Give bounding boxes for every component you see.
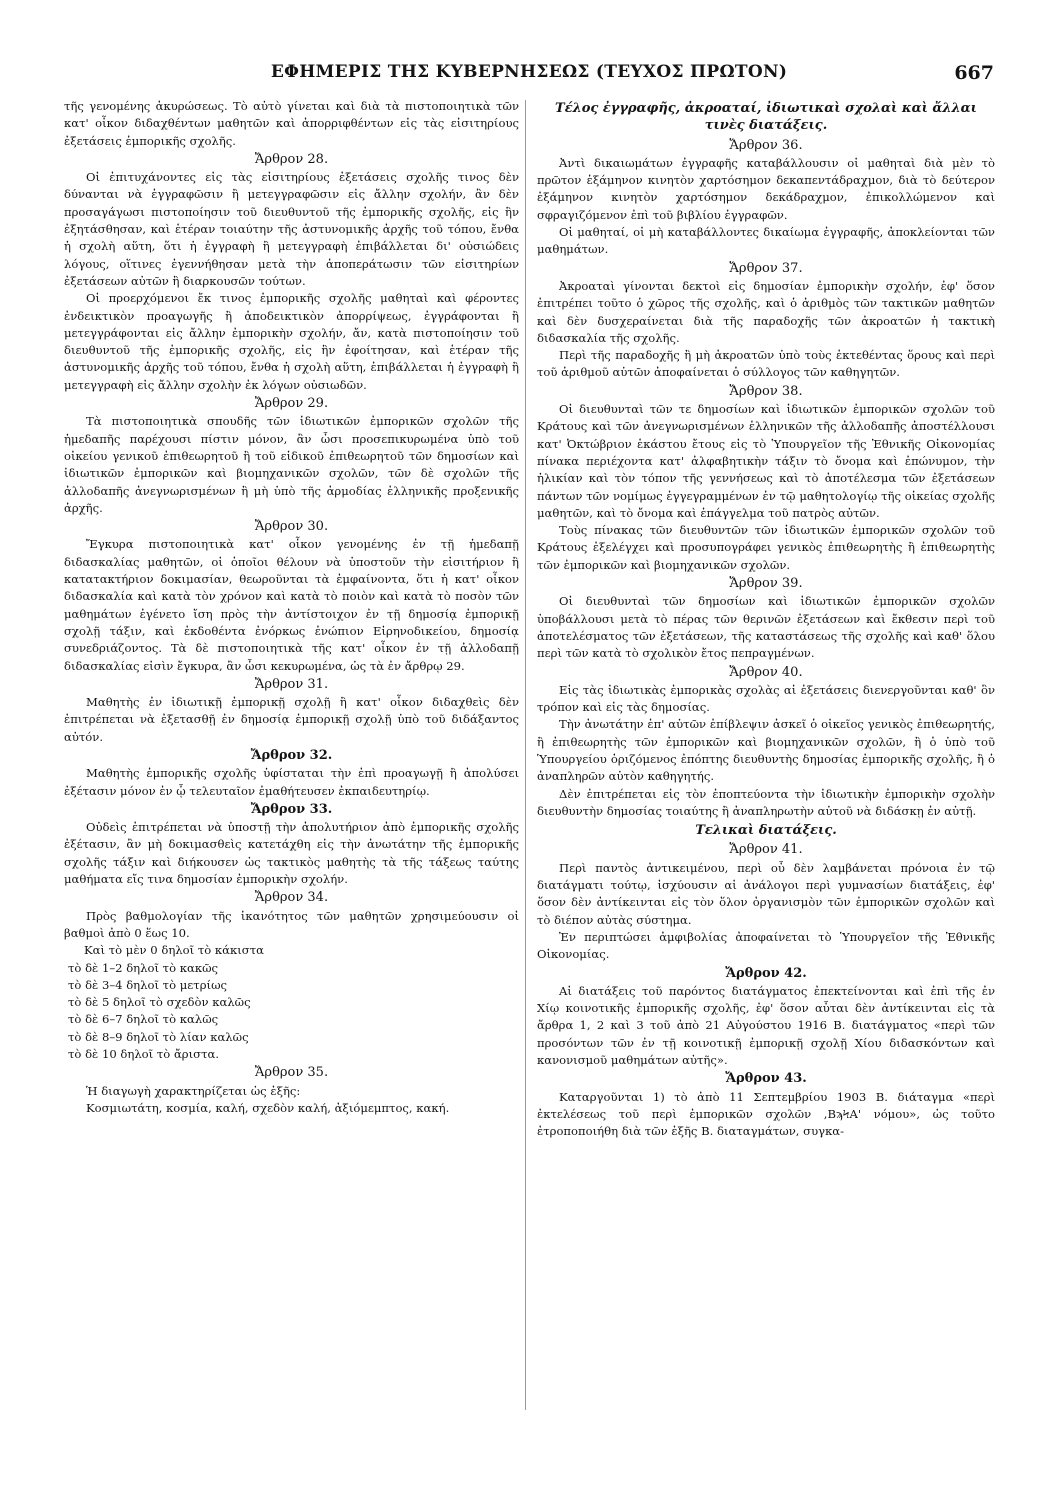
article-heading: Ἄρθρον 42. (725, 965, 807, 981)
article-heading: Ἄρθρον 40. (729, 664, 803, 680)
page-number: 667 (954, 62, 994, 84)
article-heading: Ἄρθρον 35. (254, 1065, 329, 1081)
grade-line: τὸ δὲ 10 δηλοῖ τὸ ἄριστα. (68, 1047, 220, 1062)
paragraph: Ἔγκυρα πιστοποιητικὰ κατ' οἶκον γενομένης ἐν τῇ ἡμεδαπῇ διδασκαλίας μαθητῶν, οἱ ὁποῖοι θέλουν νὰ ὑποστοῦν τὴν εἰσιτήριον ἢ κατατακτήριον δοκιμασίαν, θεωροῦνται τὰ ἐμφαίνοντα, ὅτι ἡ κατ' οἶκον διδασκαλία καὶ κατὰ τὸν χρόνον καὶ κατὰ τὸ ποιὸν καὶ κατὰ τὸ ποσὸν τῶν μαθημάτων ἐγένετο ἴση πρὸς τὴν ἀντίστοιχον ἐν τῇ δημοσίᾳ ἐμπορικῇ σχολῇ τάξιν, καὶ ἐκδοθέντα ἐνόρκως ἐνώπιον Εἰρηνοδικείου, δημοσίᾳ συνεδριάζοντος. Τὰ δὲ πιστοποιητικὰ τῆς κατ' οἶκον ἐν τῇ ἀλλοδαπῇ διδασκαλίας εἰσὶν ἔγκυρα, ἂν ὦσι κεκυρωμένα, ὡς τὰ ἐν ἄρθρῳ 29. (64, 537, 519, 673)
paragraph: Μαθητὴς ἐμπορικῆς σχολῆς ὑφίσταται τὴν ἐπὶ προαγωγῇ ἢ ἀπολύσει ἐξέτασιν μόνον ἐν ᾧ τελευταῖον ἐμαθήτευσεν ἐκπαιδευτηρίῳ. (64, 766, 519, 798)
grade-line: τὸ δὲ 1–2 δηλοῖ τὸ κακῶς (68, 960, 219, 975)
paragraph: Καταργοῦνται 1) τὸ ἀπὸ 11 Σεπτεμβρίου 1903 Β. διάταγμα «περὶ ἐκτελέσεως τοῦ περὶ ἐμπορικῶν σχολῶν ,ΒϡϞΑ' νόμου», ὡς τοῦτο ἐτροποποιήθη διὰ τῶν ἑξῆς Β. διαταγμάτων, συγκα- (537, 1089, 995, 1139)
paragraph: Τὰ πιστοποιητικὰ σπουδῆς τῶν ἰδιωτικῶν ἐμπορικῶν σχολῶν τῆς ἡμεδαπῆς παρέχουσι πίστιν μόνον, ἂν ὦσι προσεπικυρωμένα ὑπὸ τοῦ οἰκείου γενικοῦ ἐπιθεωρητοῦ ἢ τοῦ εἰδικοῦ ἐπιθεωρητοῦ τῶν δημοσίων καὶ ἰδιωτικῶν ἐμπορικῶν καὶ βιομηχανικῶν σχολῶν, τῶν δὲ σχολῶν τῆς ἀλλοδαπῆς ἀνεγνωρισμένων ἢ μὴ ὑπὸ τῆς ἁρμοδίας ἑλληνικῆς προξενικῆς ἀρχῆς. (64, 414, 519, 515)
section-heading: Τελικαὶ διατάξεις. (695, 823, 837, 839)
paragraph: Οἱ διευθυνταὶ τῶν τε δημοσίων καὶ ἰδιωτικῶν ἐμπορικῶν σχολῶν τοῦ Κράτους καὶ τῶν ἀνεγνωρισμένων ἑλληνικῶν τῆς ἀλλοδαπῆς ἀποστέλλουσι κατ' Ὀκτώβριον ἑκάστου ἔτους εἰς τὸ Ὑπουργεῖον τῆς Ἐθνικῆς Οἰκονομίας πίνακα περιέχοντα κατ' ἀλφαβητικὴν τάξιν τὸ ὄνομα καὶ ἐπώνυμον, τὴν ἡλικίαν καὶ τὸν τόπον τῆς γεννήσεως καὶ τὸ ἀποτέλεσμα τῶν ἐξετάσεων πάντων τῶν νομίμως ἐγγεγραμμένων ἐν τῷ μαθητολογίῳ τῆς οἰκείας σχολῆς μαθητῶν, καὶ τὸ ὄνομα καὶ ἐπάγγελμα τοῦ πατρὸς αὐτῶν. (537, 402, 995, 520)
paragraph: Τοὺς πίνακας τῶν διευθυντῶν τῶν ἰδιωτικῶν ἐμπορικῶν σχολῶν τοῦ Κράτους ἐξελέγχει καὶ προσυπογράφει γενικὸς ἐπιθεωρητὴς ἢ ἐπιθεωρητὴς τῶν ἐμπορικῶν καὶ βιομηχανικῶν σχολῶν. (537, 523, 995, 572)
paragraph: Ἡ διαγωγὴ χαρακτηρίζεται ὡς ἑξῆς: (86, 1083, 301, 1098)
paragraph: Οἱ ἐπιτυχάνοντες εἰς τὰς εἰσιτηρίους ἐξετάσεις σχολῆς τινος δὲν δύνανται νὰ ἐγγραφῶσιν ἢ μετεγγραφῶσιν εἰς ἄλλην σχολήν, ἂν δὲν προσαγάγωσι πιστοποίησιν τοῦ διευθυντοῦ τῆς ἐμπορικῆς σχολῆς, εἰς ἣν ἐξητάσθησαν, καὶ ἑτέραν τοιαύτην τῆς ἀστυνομικῆς ἀρχῆς τοῦ τόπου, ἔνθα ἡ σχολὴ αὕτη, ὅτι ἡ ἐγγραφὴ ἢ μετεγγραφὴ ἐπιβάλλεται δι' οὐσιώδεις λόγους, οἵτινες ἐγεννήθησαν μετὰ τὴν ἀποπεράτωσιν τῶν εἰσιτηρίων ἐξετάσεων αὐτῶν ἢ διαρκουσῶν τούτων. (64, 170, 519, 288)
column-divider (525, 100, 526, 1410)
gazette-title: ΕΦΗΜΕΡΙΣ ΤΗΣ ΚΥΒΕΡΝΗΣΕΩΣ (ΤΕΥΧΟΣ ΠΡΩΤΟΝ) (270, 62, 788, 82)
paragraph: τῆς γενομένης ἀκυρώσεως. Τὸ αὐτὸ γίνεται καὶ διὰ τὰ πιστοποιητικὰ τῶν κατ' οἶκον διδαχθέντων μαθητῶν καὶ ἀπορριφθέντων εἰς τὰς εἰσιτηρίους ἐξετάσεις ἐμπορικῆς σχολῆς. (64, 99, 519, 148)
paragraph: Περὶ τῆς παραδοχῆς ἢ μὴ ἀκροατῶν ὑπὸ τοὺς ἐκτεθέντας ὅρους καὶ περὶ τοῦ ἀριθμοῦ αὐτῶν ἀποφαίνεται ὁ σύλλογος τῶν καθηγητῶν. (537, 348, 995, 380)
paragraph: Δὲν ἐπιτρέπεται εἰς τὸν ἐποπτεύοντα τὴν ἰδιωτικὴν ἐμπορικὴν σχολὴν διευθυντὴν δημοσίας τοιαύτης ἢ ἀναπληρωτὴν αὐτοῦ νὰ διδάσκῃ ἐν αὐτῇ. (537, 786, 995, 818)
paragraph: Ἀκροαταὶ γίνονται δεκτοὶ εἰς δημοσίαν ἐμπορικὴν σχολήν, ἐφ' ὅσον ἐπιτρέπει τοῦτο ὁ χῶρος τῆς σχολῆς, καὶ ὁ ἀριθμὸς τῶν τακτικῶν μαθητῶν καὶ δὲν δυσχεραίνεται διὰ τῆς παραδοχῆς τῶν ἀκροατῶν ἡ τακτικὴ διδασκαλία τῆς σχολῆς. (537, 278, 995, 345)
grade-line: Καὶ τὸ μὲν 0 δηλοῖ τὸ κάκιστα (84, 943, 264, 958)
right-column (537, 98, 995, 1141)
paragraph: Οἱ διευθυνταὶ τῶν δημοσίων καὶ ἰδιωτικῶν ἐμπορικῶν σχολῶν ὑποβάλλουσι μετὰ τὸ πέρας τῶν θερινῶν ἐξετάσεων καὶ ἔκθεσιν περὶ τοῦ ἀποτελέσματος τῶν ἐξετάσεων, τῆς καταστάσεως τῆς σχολῆς καὶ καθ' ὅλου περὶ τῶν κατὰ τὸ σχολικὸν ἔτος πεπραγμένων. (537, 594, 995, 661)
article-heading: Ἄρθρον 34. (254, 890, 329, 906)
article-heading: Ἄρθρον 43. (725, 1071, 807, 1087)
article-heading: Ἄρθρον 32. (250, 747, 333, 763)
left-column (64, 98, 519, 1117)
paragraph: Μαθητὴς ἐν ἰδιωτικῇ ἐμπορικῇ σχολῇ ἢ κατ' οἶκον διδαχθεὶς δὲν ἐπιτρέπεται νὰ ἐξετασθῇ ἐν δημοσίᾳ ἐμπορικῇ σχολῇ ὑπὸ τοῦ διδάξαντος αὐτόν. (64, 695, 519, 744)
article-heading: Ἄρθρον 29. (254, 396, 329, 412)
article-heading: Ἄρθρον 39. (729, 576, 803, 592)
grade-line: τὸ δὲ 8–9 δηλοῖ τὸ λίαν καλῶς (68, 1029, 249, 1044)
grade-line: τὸ δὲ 6–7 δηλοῖ τὸ καλῶς (68, 1012, 219, 1027)
article-heading: Ἄρθρον 36. (729, 137, 803, 153)
paragraph: Αἱ διατάξεις τοῦ παρόντος διατάγματος ἐπεκτείνονται καὶ ἐπὶ τῆς ἐν Χίῳ κοινοτικῆς ἐμπορικῆς σχολῆς, ἐφ' ὅσον αὗται δὲν ἀντίκεινται εἰς τὰ ἄρθρα 1, 2 καὶ 3 τοῦ ἀπὸ 21 Αὐγούστου 1916 Β. διατάγματος «περὶ τῶν προσόντων τῶν ἐν τῇ κοινοτικῇ ἐμπορικῇ σχολῇ Χίου διδασκόντων καὶ κανονισμοῦ μαθημάτων αὐτῆς». (537, 983, 995, 1068)
article-heading: Ἄρθρον 33. (250, 801, 333, 817)
article-heading: Ἄρθρον 31. (254, 676, 329, 692)
paragraph: Πρὸς βαθμολογίαν τῆς ἱκανότητος τῶν μαθητῶν χρησιμεύουσιν οἱ βαθμοὶ ἀπὸ 0 ἕως 10. (64, 908, 519, 940)
paragraph: Κοσμιωτάτη, κοσμία, καλή, σχεδὸν καλή, ἀξιόμεμπτος, κακή. (86, 1100, 450, 1115)
paragraph: Ἀντὶ δικαιωμάτων ἐγγραφῆς καταβάλλουσιν οἱ μαθηταὶ διὰ μὲν τὸ πρῶτον ἑξάμηνον κινητὸν χαρτόσημον δεκαπεντάδραχμον, διὰ τὸ δεύτερον ἑξάμηνον κινητὸν χαρτόσημον δεκάδραχμον, ἐπικολλώμενον καὶ σφραγιζόμενον ἐπὶ τοῦ βιβλίου ἐγγραφῶν. (537, 155, 995, 222)
paragraph: Ἐν περιπτώσει ἀμφιβολίας ἀποφαίνεται τὸ Ὑπουργεῖον τῆς Ἐθνικῆς Οἰκονομίας. (537, 929, 995, 962)
paragraph: Οἱ μαθηταί, οἱ μὴ καταβάλλοντες δικαίωμα ἐγγραφῆς, ἀποκλείονται τῶν μαθημάτων. (537, 225, 995, 257)
article-heading: Ἄρθρον 30. (254, 519, 329, 535)
paragraph: Περὶ παντὸς ἀντικειμένου, περὶ οὗ δὲν λαμβάνεται πρόνοια ἐν τῷ διατάγματι τούτῳ, ἰσχύουσιν αἱ ἀνάλογοι περὶ γυμνασίων διατάξεις, ἐφ' ὅσον δὲν ἀντίκεινται εἰς τὸν ὅλον ὀργανισμὸν τῶν ἐμπορικῶν σχολῶν καὶ τὸ διέπον αὐτὰς σύστημα. (537, 860, 995, 927)
article-heading: Ἄρθρον 37. (729, 260, 803, 276)
article-heading: Ἄρθρον 41. (729, 842, 803, 858)
section-heading: Τέλος ἐγγραφῆς, ἀκροαταί, ἰδιωτικαὶ σχολαὶ καὶ ἄλλαι τινὲς διατάξεις. (555, 101, 977, 134)
paragraph: Οἱ προερχόμενοι ἔκ τινος ἐμπορικῆς σχολῆς μαθηταὶ καὶ φέροντες ἐνδεικτικὸν προαγωγῆς ἢ ἀποδεικτικὸν ἀπορρίψεως, ἐγγράφονται ἢ μετεγγράφονται εἰς ἄλλην ἐμπορικὴν σχολήν, ἄν, κατὰ πιστοποίησιν τοῦ διευθυντοῦ τῆς ἐμπορικῆς σχολῆς, εἰς ἣν ἐφοίτησαν, καὶ ἑτέραν τῆς ἀστυνομικῆς ἀρχῆς τοῦ τόπου, ἔνθα ἡ σχολὴ αὕτη, ἐπιβάλλεται ἡ ἐγγραφὴ ἢ μετεγγραφὴ εἰς ἄλλην σχολὴν ἐκ λόγων οὐσιωδῶν. (64, 291, 519, 392)
paragraph: Τὴν ἀνωτάτην ἐπ' αὐτῶν ἐπίβλεψιν ἀσκεῖ ὁ οἰκεῖος γενικὸς ἐπιθεωρητής, ἢ ἐπιθεωρητὴς τῶν ἐμπορικῶν καὶ βιομηχανικῶν σχολῶν, ἢ ὁ ὑπὸ τοῦ Ὑπουργείου ὁριζόμενος ἐπόπτης διευθυντὴς δημοσίας ἐμπορικῆς σχολῆς, ἢ ὁ ἀναπληρῶν αὐτὸν καθηγητής. (537, 717, 995, 784)
page-header (64, 62, 994, 88)
article-heading: Ἄρθρον 28. (254, 151, 329, 167)
paragraph: Οὐδεὶς ἐπιτρέπεται νὰ ὑποστῇ τὴν ἀπολυτήριον ἀπὸ ἐμπορικῆς σχολῆς ἐξέτασιν, ἂν μὴ δοκιμασθεὶς κατετάχθη εἰς τὴν ἀνωτάτην τῆς ἐμπορικῆς σχολῆς τάξιν καὶ διήκουσεν ὡς τακτικὸς μαθητὴς τὰ τῆς τάξεως ταύτης μαθήματα εἴς τινα δημοσίαν ἐμπορικὴν σχολήν. (64, 820, 519, 887)
grade-line: τὸ δὲ 3–4 δηλοῖ τὸ μετρίως (68, 977, 228, 992)
grade-line: τὸ δὲ 5 δηλοῖ τὸ σχεδὸν καλῶς (68, 995, 251, 1010)
article-heading: Ἄρθρον 38. (729, 383, 803, 399)
paragraph: Εἰς τὰς ἰδιωτικὰς ἐμπορικὰς σχολὰς αἱ ἐξετάσεις διενεργοῦνται καθ' ὃν τρόπον καὶ εἰς τὰς δημοσίας. (537, 682, 995, 715)
